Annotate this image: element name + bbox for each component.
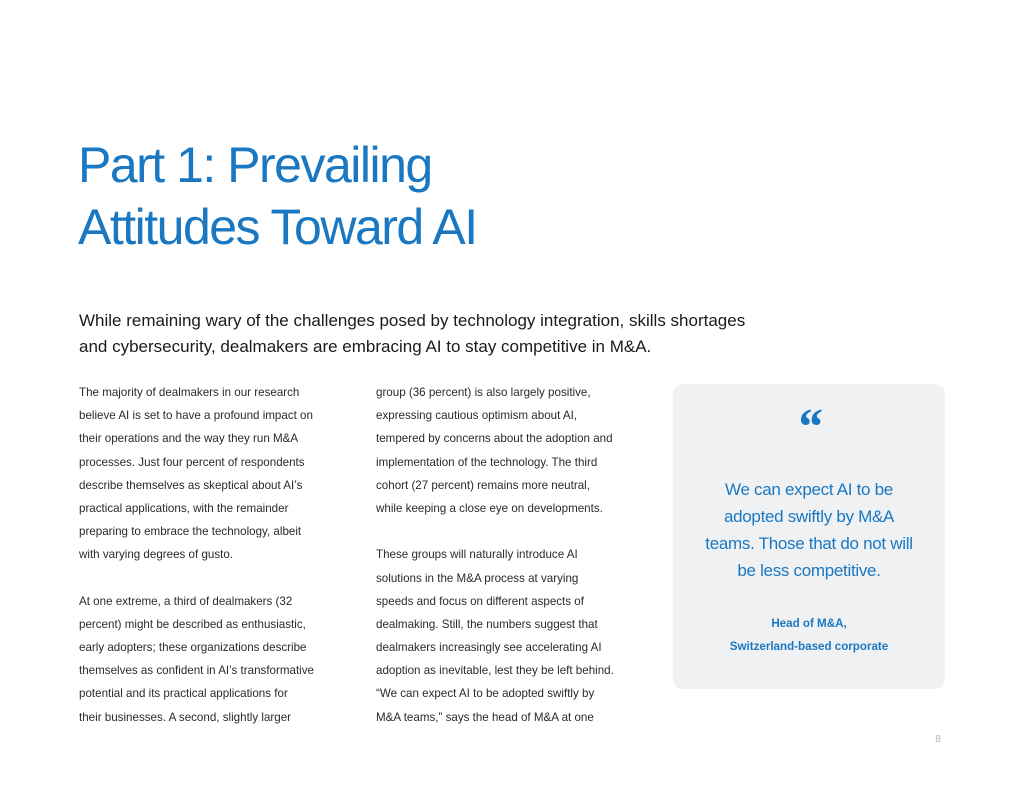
quote-line: teams. Those that do not will <box>705 534 913 553</box>
body-line: processes. Just four percent of respondents <box>79 455 305 469</box>
quote-line: adopted swiftly by M&A <box>723 507 895 526</box>
right-paragraph-1 <box>376 381 661 520</box>
body-line: “We can expect AI to be adopted swiftly by <box>376 687 595 701</box>
body-line: preparing to embrace the technology, albeit <box>79 525 302 539</box>
body-line: dealmakers increasingly see accelerating AI <box>376 641 602 655</box>
body-line: The majority of dealmakers in our research <box>79 386 300 399</box>
body-line: believe AI is set to have a profound impact on <box>79 409 313 423</box>
intro-line: While remaining wary of the challenges posed by technology integration, skills shortages <box>79 311 746 330</box>
body-line: group (36 percent) is also largely positive, <box>376 386 591 399</box>
left-paragraph-1 <box>79 381 364 567</box>
body-line: early adopters; these organizations describe <box>79 641 307 655</box>
body-line: At one extreme, a third of dealmakers (32 <box>79 594 293 608</box>
page-title-line: Attitudes Toward AI <box>78 199 477 255</box>
quote-line: be less competitive. <box>737 561 881 580</box>
pull-quote-box <box>673 384 945 689</box>
right-paragraph-2 <box>376 543 661 729</box>
body-line: cohort (27 percent) remains more neutral, <box>376 478 590 492</box>
body-line: solutions in the M&A process at varying <box>376 571 579 585</box>
page-number: 8 <box>935 734 941 745</box>
body-line: their businesses. A second, slightly larger <box>79 710 292 724</box>
body-line: percent) might be described as enthusiastic, <box>79 617 306 631</box>
paragraph-gap <box>79 567 364 590</box>
body-line: themselves as confident in AI’s transformative <box>79 664 314 678</box>
attribution-line: Head of M&A, <box>771 617 847 630</box>
left-column <box>79 381 364 729</box>
body-line: potential and its practical applications for <box>79 687 288 701</box>
body-line: These groups will naturally introduce AI <box>376 548 578 562</box>
body-line: practical applications, with the remainder <box>79 501 289 515</box>
pull-quote-text <box>673 476 945 584</box>
body-line: tempered by concerns about the adoption and <box>376 432 613 446</box>
right-column <box>376 381 661 729</box>
body-line: speeds and focus on different aspects of <box>376 594 584 608</box>
body-line: dealmaking. Still, the numbers suggest that <box>376 617 598 631</box>
quote-line: We can expect AI to be <box>725 480 893 499</box>
quote-attribution <box>673 612 945 658</box>
body-line: implementation of the technology. The third <box>376 455 598 469</box>
paragraph-gap <box>376 520 661 543</box>
body-line: while keeping a close eye on developments. <box>376 501 603 515</box>
intro-paragraph <box>79 308 839 360</box>
body-line: describe themselves as skeptical about AI’s <box>79 478 303 492</box>
quote-mark-icon: “ <box>796 399 822 456</box>
attribution-line: Switzerland-based corporate <box>729 640 889 653</box>
page-title <box>78 134 718 258</box>
intro-line: and cybersecurity, dealmakers are embracing AI to stay competitive in M&A. <box>79 337 652 356</box>
body-line: with varying degrees of gusto. <box>79 548 234 562</box>
body-line: M&A teams,” says the head of M&A at one <box>376 710 594 724</box>
body-line: their operations and the way they run M&A <box>79 432 299 446</box>
left-paragraph-2 <box>79 590 364 729</box>
body-line: adoption as inevitable, lest they be left behind. <box>376 664 614 678</box>
body-line: expressing cautious optimism about AI, <box>376 409 578 423</box>
page-title-line: Part 1: Prevailing <box>78 137 432 193</box>
